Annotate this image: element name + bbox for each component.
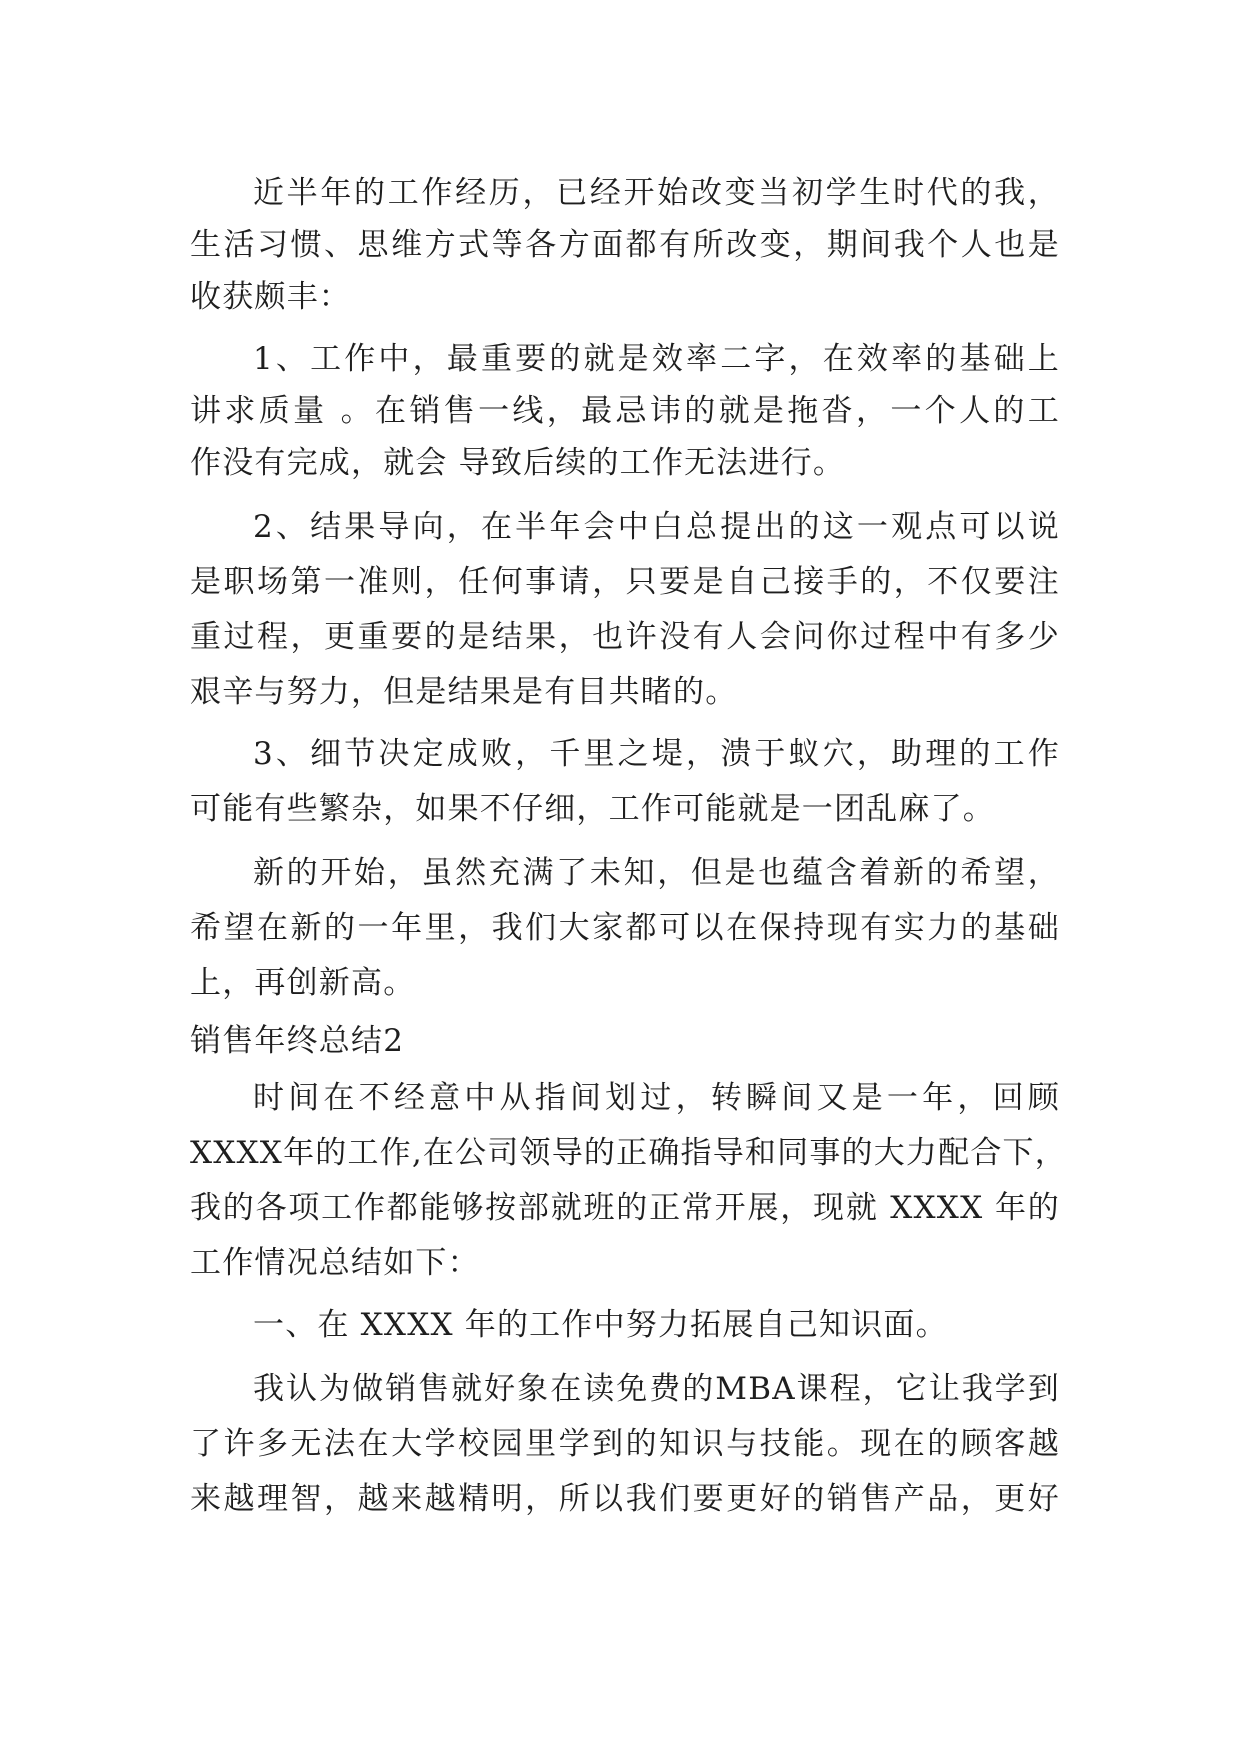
paragraph-line: 上，再创新高。: [190, 965, 416, 1001]
list-item-line: 可能有些繁杂，如果不仔细，工作可能就是一团乱麻了。: [190, 791, 995, 827]
list-item-line: 1、工作中，最重要的就是效率二字，在效率的基础上: [253, 341, 1060, 377]
paragraph-line: 我的各项工作都能够按部就班的正常开展，现就 XXXX 年的: [190, 1190, 1060, 1226]
list-item-line: 3、细节决定成败，千里之堤，溃于蚁穴，助理的工作: [253, 736, 1060, 772]
subheading-line: 一、在 XXXX 年的工作中努力拓展自己知识面。: [253, 1307, 948, 1343]
paragraph-line: 收获颇丰：: [190, 279, 351, 315]
paragraph-line: 来越理智，越来越精明，所以我们要更好的销售产品，更好: [190, 1481, 1060, 1517]
paragraph-line: 生活习惯、思维方式等各方面都有所改变，期间我个人也是: [190, 227, 1060, 263]
list-item-line: 艰辛与努力，但是结果是有目共睹的。: [190, 674, 738, 710]
paragraph-line: 了许多无法在大学校园里学到的知识与技能。现在的顾客越: [190, 1426, 1060, 1462]
list-item-line: 2、结果导向，在半年会中白总提出的这一观点可以说: [253, 509, 1060, 545]
list-item-line: 重过程，更重要的是结果，也许没有人会问你过程中有多少: [190, 619, 1060, 655]
paragraph-line: 希望在新的一年里，我们大家都可以在保持现有实力的基础: [190, 910, 1060, 946]
paragraph-line: 时间在不经意中从指间划过，转瞬间又是一年，回顾: [253, 1080, 1060, 1116]
paragraph-line: 近半年的工作经历，已经开始改变当初学生时代的我，: [253, 175, 1060, 211]
list-item-line: 是职场第一准则，任何事请，只要是自己接手的，不仅要注: [190, 564, 1060, 600]
section-heading: 销售年终总结2: [190, 1023, 405, 1059]
paragraph-line: 我认为做销售就好象在读免费的MBA课程，它让我学到: [253, 1371, 1060, 1407]
paragraph-line: XXXX年的工作,在公司领导的正确指导和同事的大力配合下，: [190, 1135, 1067, 1171]
paragraph-line: 工作情况总结如下：: [190, 1245, 480, 1281]
list-item-line: 作没有完成，就会 导致后续的工作无法进行。: [190, 445, 846, 481]
paragraph-line: 新的开始，虽然充满了未知，但是也蕴含着新的希望，: [253, 855, 1060, 891]
list-item-line: 讲求质量 。在销售一线，最忌讳的就是拖沓，一个人的工: [190, 393, 1060, 429]
